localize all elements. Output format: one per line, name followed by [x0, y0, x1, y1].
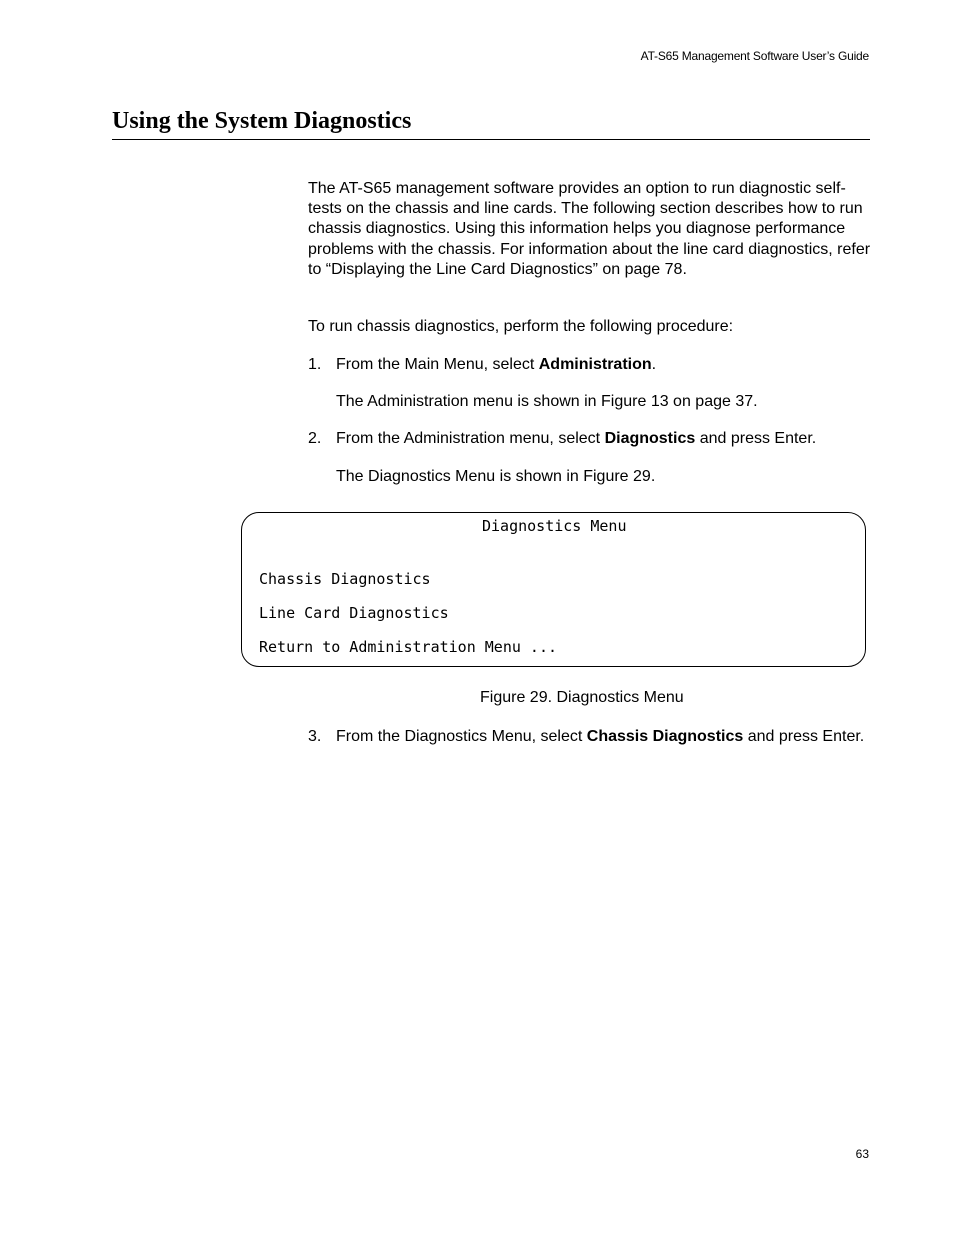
- procedure-intro: To run chassis diagnostics, perform the following procedure:: [308, 318, 734, 335]
- step-1-note: The Administration menu is shown in Figure 13 on page 37.: [336, 393, 758, 410]
- intro-paragraph: The AT-S65 management software provides an option to run diagnostic self-tests on the chassis and line cards. The following section describes how to run chassis diagnostics. Using this information helps you diagnose performance problems with the chassis. For information about the line card diagnostics, refer to “Displaying the Line Card Diagnostics” on page 78.: [308, 180, 871, 278]
- menu-option-diagnostics: Diagnostics: [604, 430, 696, 447]
- running-header: AT-S65 Management Software User’s Guide: [640, 49, 869, 63]
- menu-option-administration: Administration: [538, 356, 652, 373]
- menu-item-line-card-diagnostics[interactable]: Line Card Diagnostics: [259, 604, 449, 622]
- step-text: From the Diagnostics Menu, select Chassis Diagnostics and press Enter.: [336, 728, 865, 745]
- section-title: Using the System Diagnostics: [112, 108, 412, 134]
- step-text: From the Administration menu, select Diagnostics and press Enter.: [336, 430, 817, 447]
- step-number: 1.: [308, 356, 322, 373]
- diagnostics-menu-screen: [241, 512, 866, 667]
- step-2-note: The Diagnostics Menu is shown in Figure 29.: [336, 468, 656, 485]
- step-number: 3.: [308, 728, 322, 745]
- menu-title: Diagnostics Menu: [482, 517, 627, 535]
- step-text: From the Main Menu, select Administration.: [336, 356, 657, 373]
- page-number: 63: [855, 1147, 869, 1161]
- menu-item-chassis-diagnostics[interactable]: Chassis Diagnostics: [259, 570, 431, 588]
- title-rule: [112, 139, 870, 140]
- figure-caption: Figure 29. Diagnostics Menu: [480, 689, 684, 706]
- menu-option-chassis-diagnostics: Chassis Diagnostics: [586, 728, 744, 745]
- step-number: 2.: [308, 430, 322, 447]
- menu-item-return-administration[interactable]: Return to Administration Menu ...: [259, 638, 558, 656]
